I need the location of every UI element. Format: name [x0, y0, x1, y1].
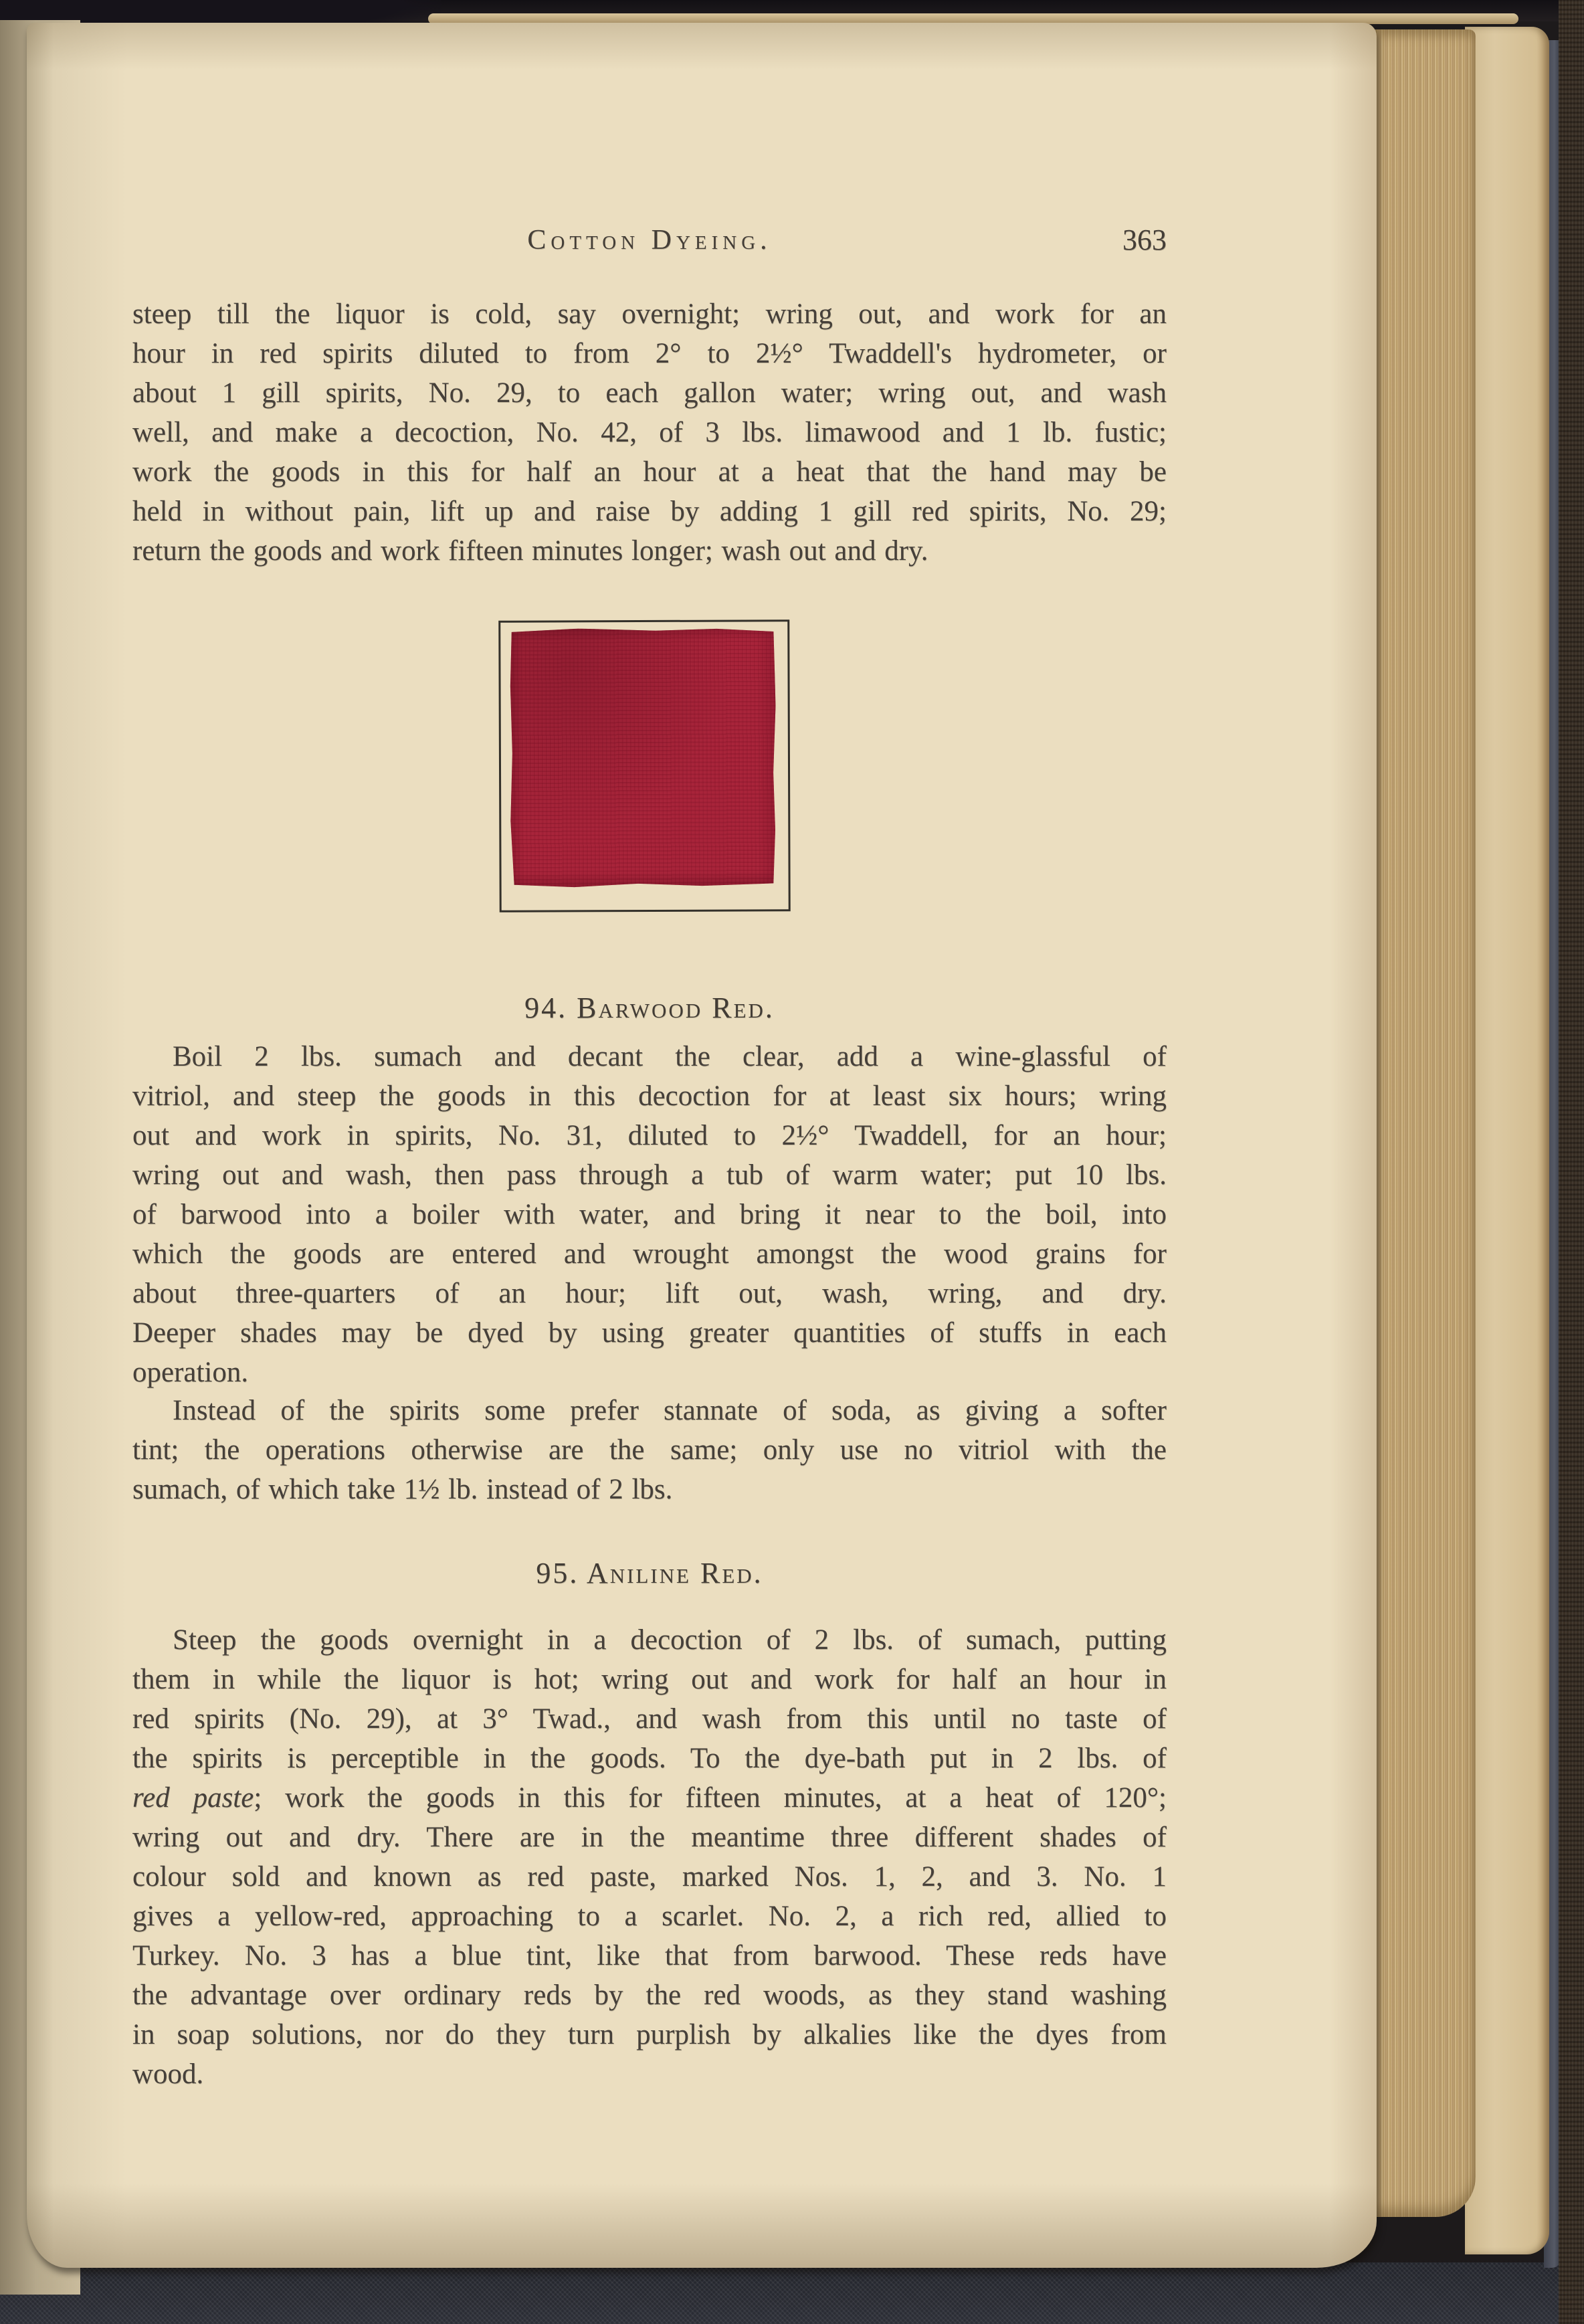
swatch-frame [498, 619, 791, 912]
text-line: held in without pain, lift up and raise by adding 1 gill red spirits, No. 29; [132, 496, 1167, 527]
text-line: work the goods in this for half an hour at a heat that the hand may be [132, 456, 1167, 488]
text-line: Turkey. No. 3 has a blue tint, like that from barwood. These reds have [132, 1940, 1167, 1971]
text-line: which the goods are entered and wrought amongst the wood grains for [132, 1238, 1167, 1270]
text-line: steep till the liquor is cold, say overnight; wring out, and work for an [132, 298, 1167, 330]
text-line: colour sold and known as red paste, marked Nos. 1, 2, and 3. No. 1 [132, 1861, 1167, 1893]
section-95-paragraph-1 [132, 1620, 1167, 2094]
text-line: operation. [132, 1357, 249, 1388]
text-line: wood. [132, 2058, 204, 2090]
text-line: Steep the goods overnight in a decoction of 2 lbs. of sumach, putting [173, 1624, 1167, 1656]
text-line: hour in red spirits diluted to from 2° to 2½° Twaddell's hydrometer, or [132, 338, 1167, 369]
section-94-paragraph-1 [132, 1037, 1167, 1392]
text-line: well, and make a decoction, No. 42, of 3 lbs. limawood and 1 lb. fustic; [132, 417, 1167, 448]
intro-paragraph [132, 294, 1167, 571]
book-cover-right-edge [1559, 0, 1584, 2324]
text-line: Boil 2 lbs. sumach and decant the clear, add a wine-glassful of [173, 1041, 1167, 1072]
text-line: Deeper shades may be dyed by using greater quantities of stuffs in each [132, 1317, 1167, 1349]
text-line: return the goods and work fifteen minutes longer; wash out and dry. [132, 535, 928, 567]
text-line: of barwood into a boiler with water, and bring it near to the boil, into [132, 1199, 1167, 1230]
page-stack-fore-edge [1373, 29, 1476, 2217]
text-line: gives a yellow-red, approaching to a scarlet. No. 2, a rich red, allied to [132, 1901, 1167, 1932]
section-heading-95: 95. Aniline Red. [536, 1557, 763, 1589]
text-line: sumach, of which take 1½ lb. instead of 2 lbs. [132, 1474, 673, 1505]
text-line: in soap solutions, nor do they turn purplish by alkalies like the dyes from [132, 2019, 1167, 2050]
fabric-swatch-barwood-red [509, 627, 777, 888]
running-header [132, 224, 1167, 259]
text-line: Instead of the spirits some prefer stannate of soda, as giving a softer [173, 1395, 1167, 1426]
text-line: vitriol, and steep the goods in this decoction for at least six hours; wring [132, 1080, 1167, 1112]
page-number: 363 [1122, 223, 1167, 256]
text-line: them in while the liquor is hot; wring out and work for half an hour in [132, 1664, 1167, 1695]
text-line: wring out and dry. There are in the meantime three different shades of [132, 1822, 1167, 1853]
text-line: tint; the operations otherwise are the same; only use no vitriol with the [132, 1434, 1167, 1466]
text-line: red spirits (No. 29), at 3° Twad., and wash from this until no taste of [132, 1703, 1167, 1735]
book-cover-bottom-cloth [0, 2262, 1584, 2324]
text-line: out and work in spirits, No. 31, diluted to 2½° Twaddell, for an hour; [132, 1120, 1167, 1151]
running-header-title: Cotton Dyeing. [527, 225, 772, 256]
text-line: the advantage over ordinary reds by the red woods, as they stand washing [132, 1979, 1167, 2011]
text-line: the spirits is perceptible in the goods. To the dye-bath put in 2 lbs. of [132, 1743, 1167, 1774]
section-94-paragraph-2 [132, 1391, 1167, 1509]
book-page [27, 23, 1377, 2268]
text-line: about 1 gill spirits, No. 29, to each gallon water; wring out, and wash [132, 377, 1167, 409]
underlying-page-edge [1465, 27, 1549, 2254]
text-line: wring out and wash, then pass through a tub of warm water; put 10 lbs. [132, 1159, 1167, 1191]
text-line: red paste; work the goods in this for fifteen minutes, at a heat of 120°; [132, 1782, 1167, 1814]
section-heading-94: 94. Barwood Red. [524, 991, 775, 1024]
text-line: about three-quarters of an hour; lift out, wash, wring, and dry. [132, 1278, 1167, 1309]
